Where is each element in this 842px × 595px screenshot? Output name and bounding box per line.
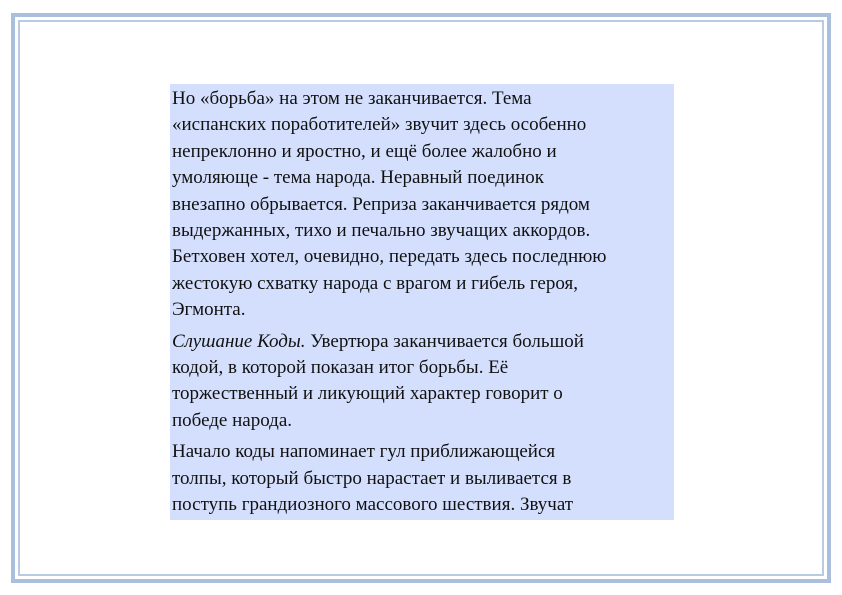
text-line: кодой, в которой показан итог борьбы. Её (172, 357, 509, 379)
first-line-rest: Увертюра заканчивается большой (305, 330, 584, 352)
text-line: Эгмонта. (172, 299, 246, 321)
text-box (170, 84, 674, 520)
text-line: выдержанных, тихо и печально звучащих аккордов. (172, 220, 591, 242)
italic-lead: Слушание Коды. (172, 330, 306, 352)
text-line: внезапно обрывается. Реприза заканчивается рядом (172, 193, 590, 215)
text-line: Но «борьба» на этом не заканчивается. Тема (172, 88, 532, 109)
text-line: поступь грандиозного массового шествия. Звучат (172, 494, 574, 516)
text-line: непреклонно и яростно, и ещё более жалобно и (172, 140, 557, 162)
paragraph-3 (172, 439, 674, 518)
text-line: умоляюще - тема народа. Неравный поединок (172, 167, 545, 189)
text-line: толпы, который быстро нарастает и выливается в (172, 467, 572, 489)
text-line: «испанских поработителей» звучит здесь особенно (172, 114, 587, 136)
paragraph-2 (172, 329, 674, 435)
text-line: Начало коды напоминает гул приближающейся (172, 441, 556, 463)
paragraph-1 (172, 86, 674, 324)
text-line: Бетховен хотел, очевидно, передать здесь последнюю (172, 246, 607, 268)
text-line: победе народа. (172, 409, 293, 431)
text-line (172, 329, 674, 355)
text-line: торжественный и ликующий характер говорит о (172, 383, 563, 405)
text-line: жестокую схватку народа с врагом и гибель героя, (172, 272, 578, 294)
